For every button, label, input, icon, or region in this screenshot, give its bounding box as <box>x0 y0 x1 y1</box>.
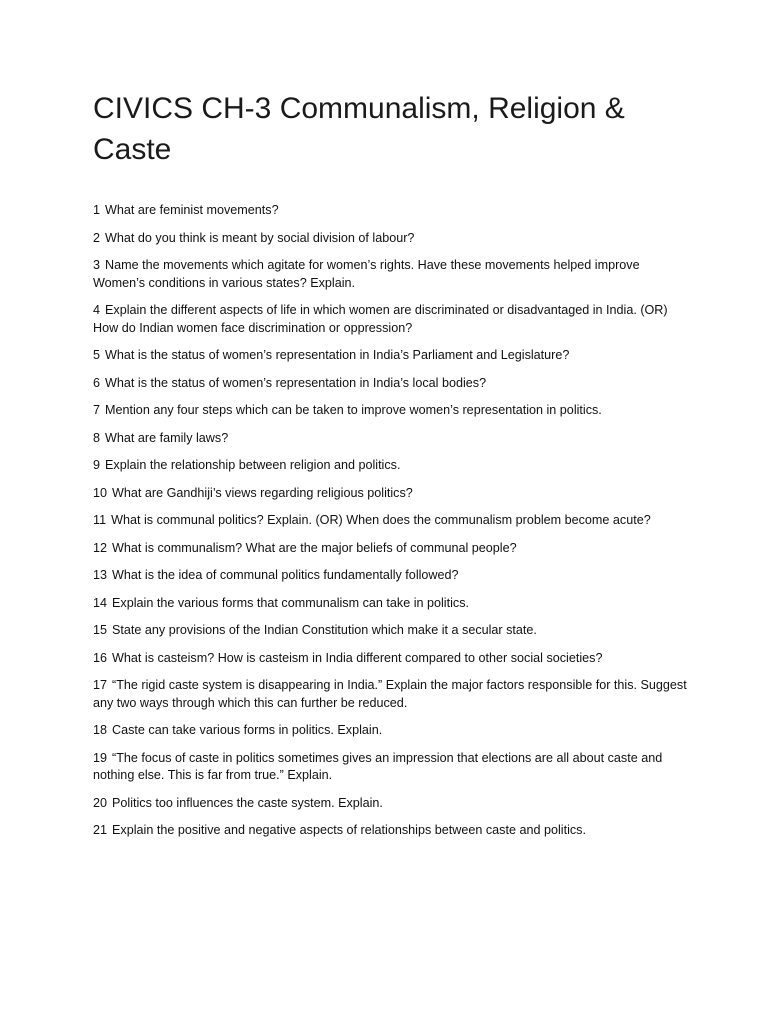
question-number: 10 <box>93 485 108 500</box>
question-item <box>93 595 693 613</box>
question-text: What are Gandhiji’s views regarding religious politics? <box>112 485 413 500</box>
question-text: What do you think is meant by social division of labour? <box>105 230 415 245</box>
question-number: 11 <box>93 513 107 527</box>
question-number: 8 <box>93 430 101 445</box>
question-number: 3 <box>93 258 101 272</box>
question-item <box>93 457 693 475</box>
question-item <box>93 257 693 292</box>
question-text: Name the movements which agitate for women’s rights. Have these movements helped improve Women’s conditions in various states? Explain. <box>93 258 640 290</box>
question-text: What is communal politics? Explain. (OR) When does the communalism problem become acute? <box>111 513 651 527</box>
question-item <box>93 202 693 220</box>
question-item <box>93 822 693 840</box>
question-item <box>93 402 693 420</box>
question-item <box>93 722 693 740</box>
question-item <box>93 795 693 813</box>
question-text: What are family laws? <box>105 430 229 445</box>
question-text: Caste can take various forms in politics. Explain. <box>112 723 383 737</box>
question-text: What is the status of women’s representation in India’s Parliament and Legislature? <box>105 348 570 362</box>
question-text: Explain the positive and negative aspects of relationships between caste and politics. <box>112 823 586 837</box>
question-number: 20 <box>93 795 108 810</box>
question-number: 15 <box>93 623 108 637</box>
question-item <box>93 230 693 248</box>
question-item <box>93 540 693 558</box>
question-text: Explain the relationship between religion and politics. <box>105 458 401 472</box>
question-text: Explain the different aspects of life in which women are discriminated or disadvantaged in India. (OR) How do Indian women face discrimination or oppression? <box>93 303 668 335</box>
question-text: What is casteism? How is casteism in India different compared to other social societies? <box>112 650 603 665</box>
question-number: 21 <box>93 823 108 837</box>
question-number: 5 <box>93 348 101 362</box>
question-item <box>93 567 693 585</box>
question-text: “The focus of caste in politics sometimes gives an impression that elections are all about caste and nothing else. This is far from true.” Explain. <box>93 750 663 782</box>
page-title: CIVICS CH-3 Communalism, Religion & Caste <box>93 92 625 166</box>
question-item <box>93 677 693 712</box>
question-number: 1 <box>93 203 101 217</box>
question-number: 18 <box>93 723 108 737</box>
question-number: 7 <box>93 403 101 417</box>
question-item <box>93 302 693 337</box>
question-list <box>93 202 693 850</box>
question-item <box>93 512 693 530</box>
question-item <box>93 750 693 785</box>
question-item <box>93 347 693 365</box>
question-number: 17 <box>93 678 108 692</box>
question-number: 16 <box>93 650 108 665</box>
question-text: Politics too influences the caste system. Explain. <box>112 795 383 810</box>
question-number: 9 <box>93 458 101 472</box>
question-item <box>93 430 693 448</box>
question-text: “The rigid caste system is disappearing in India.” Explain the major factors responsible for this. Suggest any two ways through which this can further be reduced. <box>93 678 687 710</box>
question-text: What is the status of women’s representation in India’s local bodies? <box>105 375 487 390</box>
question-text: What are feminist movements? <box>105 203 279 217</box>
question-number: 14 <box>93 595 108 610</box>
question-text: State any provisions of the Indian Constitution which make it a secular state. <box>112 623 537 637</box>
question-item <box>93 485 693 503</box>
question-text: What is communalism? What are the major beliefs of communal people? <box>112 540 517 555</box>
question-text: What is the idea of communal politics fundamentally followed? <box>112 568 459 582</box>
question-number: 6 <box>93 375 101 390</box>
question-text: Mention any four steps which can be taken to improve women’s representation in politics. <box>105 403 602 417</box>
question-number: 19 <box>93 750 108 765</box>
question-number: 13 <box>93 568 108 582</box>
question-number: 2 <box>93 230 101 245</box>
question-number: 12 <box>93 540 108 555</box>
question-item <box>93 650 693 668</box>
question-item <box>93 375 693 393</box>
question-text: Explain the various forms that communalism can take in politics. <box>112 595 469 610</box>
question-item <box>93 622 693 640</box>
question-number: 4 <box>93 303 101 317</box>
